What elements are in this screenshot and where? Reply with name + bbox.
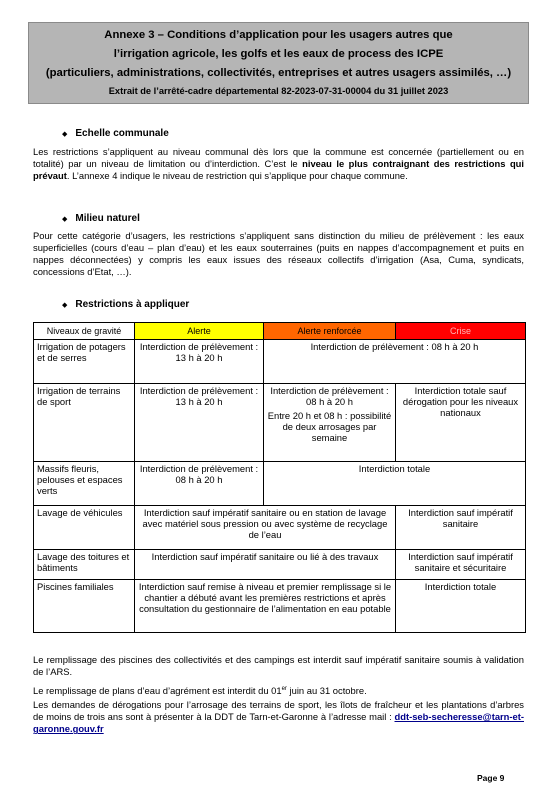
cell-alerte: Interdiction de prélèvement : 13 h à 20 h	[135, 340, 264, 384]
cell-renforcee	[264, 384, 396, 462]
row-label: Massifs fleuris, pelouses et espaces verts	[34, 462, 135, 506]
paragraph-text: Les restrictions s’appliquent au niveau communal dès lors que la commune est concernée (partiellement ou en totalité) par un niveau de limitation ou d’interdiction. C’est le	[33, 146, 524, 170]
section-heading-milieu	[62, 213, 140, 224]
header-subtitle: Extrait de l’arrêté-cadre départemental 82-2023-07-31-00004 du 31 juillet 2023	[108, 86, 449, 96]
header-crise: Crise	[396, 323, 526, 340]
table-row	[34, 462, 526, 506]
header-title-line-2: l’irrigation agricole, les golfs et les eaux de process des ICPE	[113, 48, 444, 60]
note-plans-d-eau	[33, 683, 524, 697]
table-header-row	[34, 323, 526, 340]
cell-text: Interdiction de prélèvement : 08 h à 20 h	[270, 385, 389, 407]
paragraph-text: . L’annexe 4 indique le niveau de restriction qui s’applique pour chaque commune.	[66, 170, 408, 182]
cell-alerte: Interdiction de prélèvement : 13 h à 20 h	[135, 384, 264, 462]
cell-crise: Interdiction totale	[396, 580, 526, 633]
row-label: Irrigation de potagers et de serres	[34, 340, 135, 384]
note-derogations	[33, 699, 524, 735]
table-row	[34, 550, 526, 580]
section-heading-echelle	[62, 128, 169, 139]
bullet-icon: ◆	[62, 130, 68, 138]
note-text: Le remplissage de plans d’eau d’agrément est interdit du 01	[33, 685, 282, 697]
cell-crise: Interdiction totale sauf dérogation pour les niveaux nationaux	[396, 384, 526, 462]
row-label: Irrigation de terrains de sport	[34, 384, 135, 462]
table-row	[34, 580, 526, 633]
cell-renforcee-crise: Interdiction de prélèvement : 08 h à 20 h	[264, 340, 526, 384]
header-alerte: Alerte	[135, 323, 264, 340]
note-superscript: er	[281, 686, 287, 692]
cell-crise: Interdiction sauf impératif sanitaire et sécuritaire	[396, 550, 526, 580]
paragraph-echelle	[33, 146, 524, 182]
cell-alerte-renforcee: Interdiction sauf impératif sanitaire ou en station de lavage avec matériel sous pression ou avec système de recyclage de l’eau	[135, 506, 396, 550]
note-text: juin au 31 octobre.	[286, 685, 367, 697]
section-title: Echelle communale	[75, 128, 169, 139]
email-link[interactable]: ddt-seb-secheresse@tarn-et-garonne.gouv.fr	[33, 711, 524, 735]
bullet-icon: ◆	[62, 215, 68, 223]
cell-renforcee-crise: Interdiction totale	[264, 462, 526, 506]
restrictions-table	[33, 322, 526, 633]
annex-header	[28, 22, 529, 104]
cell-text-extra: Entre 20 h et 08 h : possibilité de deux arrosages par semaine	[267, 410, 392, 443]
bullet-icon: ◆	[62, 301, 68, 309]
row-label: Piscines familiales	[34, 580, 135, 633]
row-label: Lavage de véhicules	[34, 506, 135, 550]
header-title-line-1: Annexe 3 – Conditions d’application pour les usagers autres que	[104, 29, 453, 41]
row-label: Lavage des toitures et bâtiments	[34, 550, 135, 580]
cell-alerte-renforcee: Interdiction sauf impératif sanitaire ou lié à des travaux	[135, 550, 396, 580]
table-row	[34, 506, 526, 550]
cell-alerte: Interdiction de prélèvement : 08 h à 20 h	[135, 462, 264, 506]
note-text: Les demandes de dérogations pour l’arrosage des terrains de sport, les îlots de fraîcheur et les plantations d’arbres de moins de trois ans sont à présenter à la DDT de Tarn-et-Garonne à l’adresse mail :	[33, 699, 524, 723]
section-title: Restrictions à appliquer	[75, 299, 190, 310]
paragraph-milieu: Pour cette catégorie d’usagers, les restrictions s’appliquent sans distinction du milieu de prélèvement : les eaux superficielles (cours d’eau – plan d’eau) et les eaux souterraines (puits en nappes d’accompagnement et puits en nappes déconnectées) y compris les eaux issues des réseaux collectifs d’irrigation (Asa, Cuma, syndicats, concessions d’Etat, …).	[33, 230, 524, 278]
section-heading-restrictions	[62, 299, 189, 310]
header-alerte-renforcee: Alerte renforcée	[264, 323, 396, 340]
table-row	[34, 340, 526, 384]
section-title: Milieu naturel	[75, 213, 140, 224]
header-niveaux: Niveaux de gravité	[34, 323, 135, 340]
page-number: Page 9	[477, 773, 505, 783]
table-row	[34, 384, 526, 462]
paragraph-emphasis: niveau le plus contraignant des restrictions qui prévaut	[33, 158, 524, 182]
header-title-line-3: (particuliers, administrations, collectivités, entreprises et autres usagers assimilés, …)	[45, 67, 512, 79]
cell-crise: Interdiction sauf impératif sanitaire	[396, 506, 526, 550]
note-piscines-collectivites: Le remplissage des piscines des collectivités et des campings est interdit sauf impératif sanitaire soumis à validation de l’ARS.	[33, 654, 524, 678]
cell-alerte-renforcee: Interdiction sauf remise à niveau et premier remplissage si le chantier a débuté avant les premières restrictions et après consultation du gestionnaire de l’alimentation en eau potable	[135, 580, 396, 633]
